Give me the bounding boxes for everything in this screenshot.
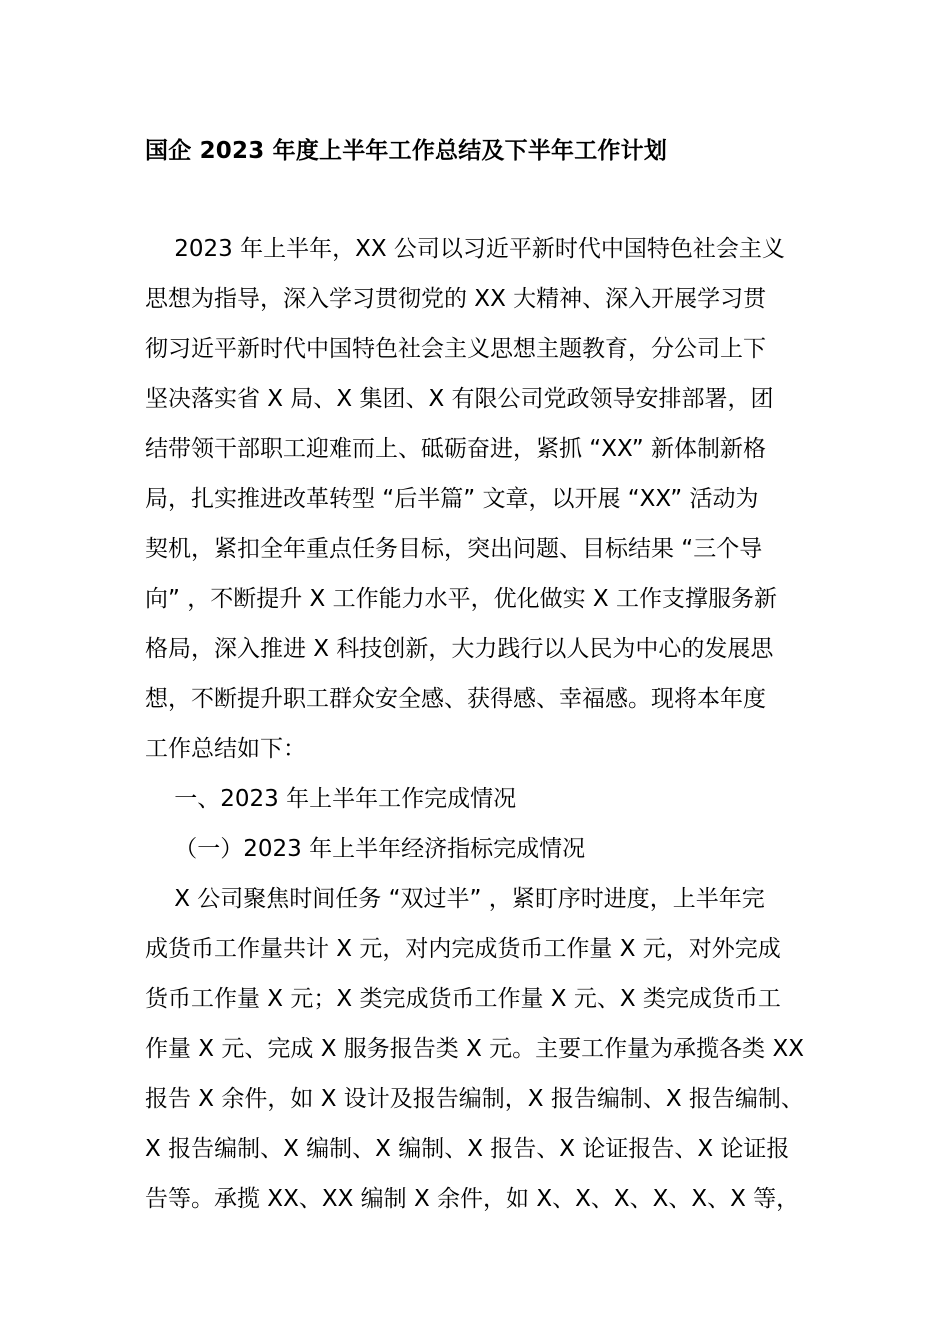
- paragraph-line: 思想为指导，深入学习贯彻党的 XX 大精神、深入开展学习贯: [145, 286, 767, 312]
- paragraph-line: 格局，深入推进 X 科技创新，大力践行以人民为中心的发展思: [145, 636, 774, 662]
- paragraph-line: 坚决落实省 X 局、X 集团、X 有限公司党政领导安排部署，团: [145, 386, 774, 412]
- paragraph-line: X 公司聚焦时间任务 “双过半” ，紧盯序时进度，上半年完: [145, 886, 765, 912]
- paragraph-line: 告等。承揽 XX、XX 编制 X 余件，如 X、X、X、X、X、X 等，: [145, 1186, 800, 1212]
- paragraph-line: 成货币工作量共计 X 元，对内完成货币工作量 X 元，对外完成: [145, 936, 781, 962]
- document-title: 国企 2023 年度上半年工作总结及下半年工作计划: [145, 138, 668, 164]
- section-heading-2: （一）2023 年上半年经济指标完成情况: [145, 836, 586, 862]
- paragraph-line: 货币工作量 X 元；X 类完成货币工作量 X 元、X 类完成货币工: [145, 986, 781, 1012]
- paragraph-line: 契机，紧扣全年重点任务目标，突出问题、目标结果 “三个导: [145, 536, 763, 562]
- section-heading-1: 一、2023 年上半年工作完成情况: [145, 786, 517, 812]
- paragraph-line: 作量 X 元、完成 X 服务报告类 X 元。主要工作量为承揽各类 XX: [145, 1036, 804, 1062]
- paragraph-line: X 报告编制、X 编制、X 编制、X 报告、X 论证报告、X 论证报: [145, 1136, 790, 1162]
- paragraph-line: 想，不断提升职工群众安全感、获得感、幸福感。现将本年度: [145, 686, 766, 712]
- paragraph-line: 2023 年上半年，XX 公司以习近平新时代中国特色社会主义: [145, 236, 785, 262]
- intro-paragraph: [145, 224, 825, 774]
- section-block: [145, 774, 825, 1224]
- paragraph-line: 向” ，不断提升 X 工作能力水平，优化做实 X 工作支撑服务新: [145, 586, 777, 612]
- paragraph-line: 工作总结如下：: [145, 736, 306, 762]
- paragraph-line: 结带领干部职工迎难而上、砥砺奋进，紧抓 “XX” 新体制新格: [145, 436, 767, 462]
- paragraph-line: 报告 X 余件，如 X 设计及报告编制，X 报告编制、X 报告编制、: [145, 1086, 804, 1112]
- paragraph-line: 彻习近平新时代中国特色社会主义思想主题教育，分公司上下: [145, 336, 766, 362]
- paragraph-line: 局，扎实推进改革转型 “后半篇” 文章，以开展 “XX” 活动为: [145, 486, 759, 512]
